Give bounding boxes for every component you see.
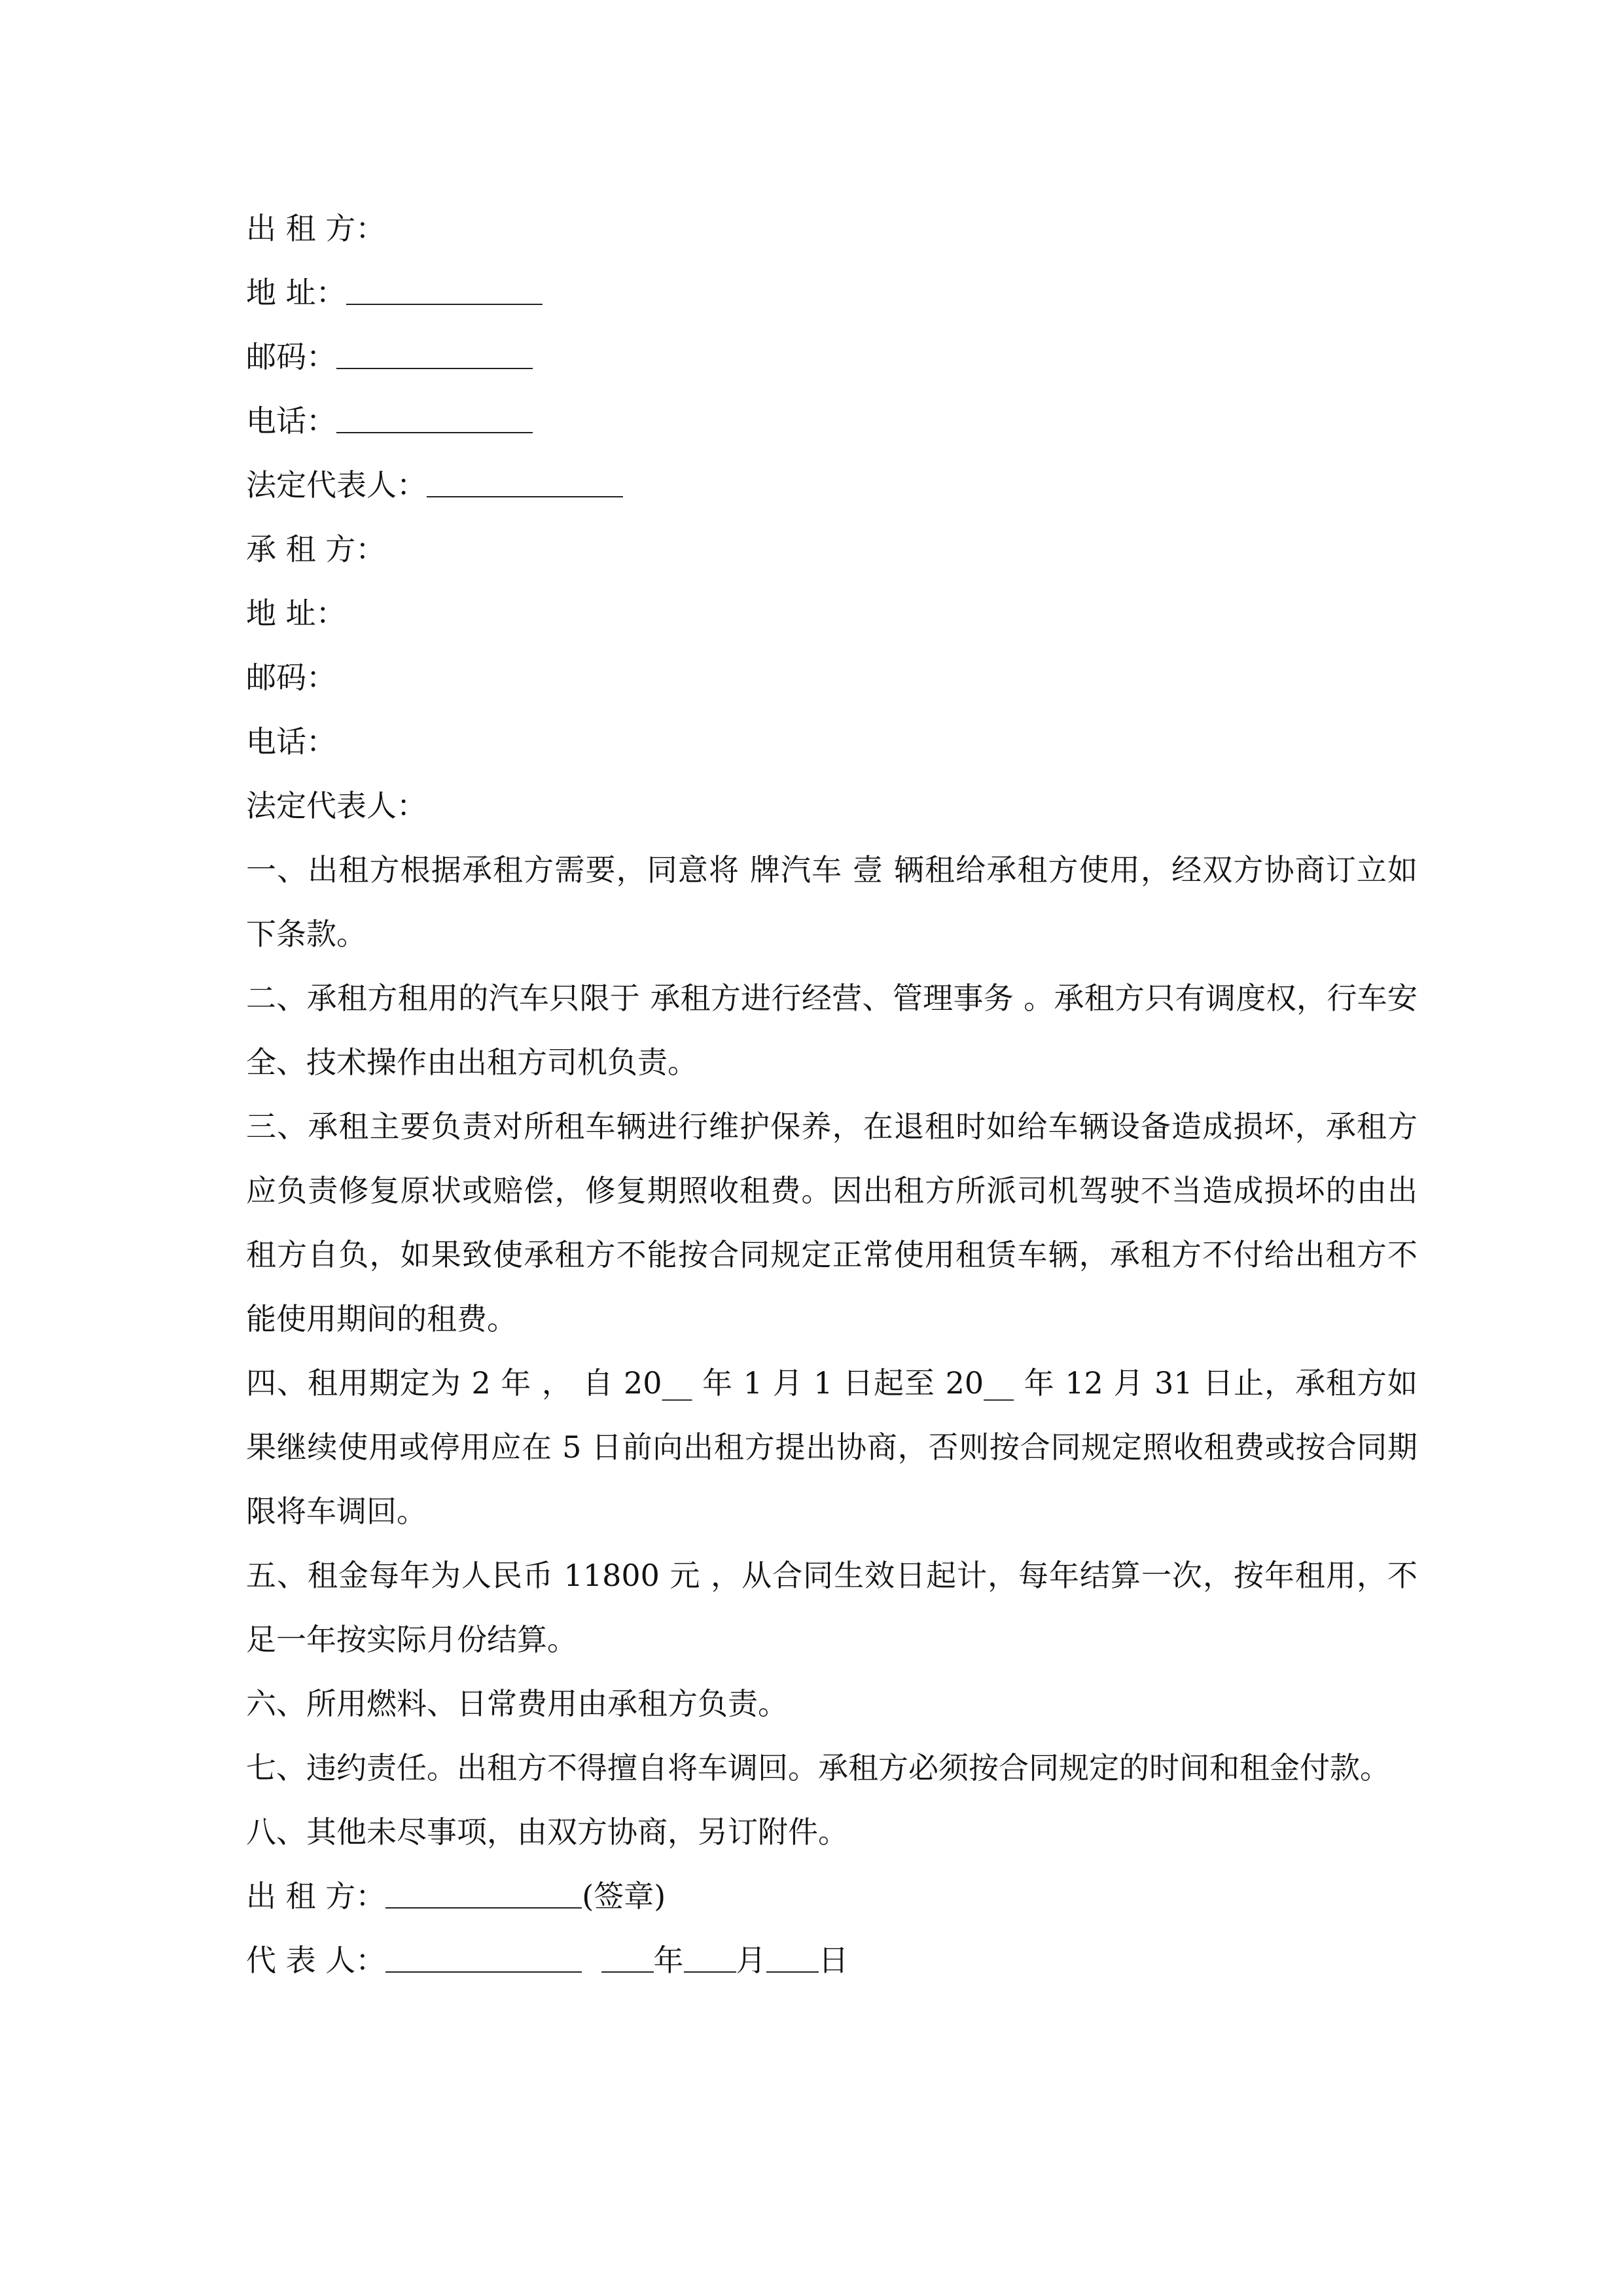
lessor-legal-rep-blank[interactable] bbox=[427, 458, 623, 497]
clause-8: 八、其他未尽事项，由双方协商，另订附件。 bbox=[246, 1814, 848, 1850]
signature-lessor-line bbox=[246, 1864, 1418, 1928]
lessee-phone-line bbox=[246, 709, 1418, 774]
signature-rep-blank[interactable] bbox=[385, 1933, 582, 1973]
signature-lessor-label: 出 租 方： bbox=[246, 1878, 386, 1914]
clause-3: 三、承租主要负责对所租车辆进行维护保养，在退租时如给车辆设备造成损坏，承租方应负责修复原状或赔偿，修复期照收租费。因出租方所派司机驾驶不当造成损坏的由出租方自负，如果致使承租方不能按合同规定正常使用租赁车辆，承租方不付给出租方不能使用期间的租费。 bbox=[246, 1109, 1418, 1336]
signature-rep-line bbox=[246, 1928, 1418, 1992]
clause-1: 一、出租方根据承租方需要，同意将 牌汽车 壹 辆租给承租方使用，经双方协商订立如下条款。 bbox=[246, 852, 1418, 952]
lessor-address-label: 地 址： bbox=[246, 275, 346, 310]
lessor-phone-line bbox=[246, 389, 1418, 453]
lessor-address-line bbox=[246, 260, 1418, 325]
lessor-phone-blank[interactable] bbox=[336, 394, 533, 433]
date-month-label: 月 bbox=[736, 1943, 766, 1978]
lessor-postcode-label: 邮码： bbox=[246, 339, 336, 374]
date-year-label: 年 bbox=[653, 1943, 684, 1978]
lessee-title: 承 租 方： bbox=[246, 531, 386, 567]
clause-5: 五、租金每年为人民币 11800 元 ，从合同生效日起计，每年结算一次，按年租用，不足一年按实际月份结算。 bbox=[246, 1558, 1418, 1657]
lessee-postcode-line bbox=[246, 645, 1418, 709]
date-month-blank[interactable] bbox=[684, 1933, 736, 1973]
lessor-section bbox=[246, 196, 1418, 260]
lessor-address-blank[interactable] bbox=[346, 266, 543, 305]
lessee-legal-rep-label: 法定代表人： bbox=[246, 788, 427, 823]
lessor-title: 出 租 方： bbox=[246, 211, 386, 246]
lessor-phone-label: 电话： bbox=[246, 403, 336, 439]
lessee-postcode-label: 邮码： bbox=[246, 660, 336, 695]
date-year-blank[interactable] bbox=[601, 1933, 654, 1973]
clause-4: 四、租用期定为 2 年 ， 自 20__ 年 1 月 1 日起至 20__ 年 12 月 31 日止，承租方如果继续使用或停用应在 5 日前向出租方提出协商，否则按合同规定照收租费或按合同期限将车调回。 bbox=[246, 1365, 1418, 1529]
lessee-section bbox=[246, 517, 1418, 581]
contract-page bbox=[246, 196, 1418, 1992]
seal-label: (签章) bbox=[582, 1878, 666, 1914]
lessor-legal-rep-line bbox=[246, 453, 1418, 517]
date-day-blank[interactable] bbox=[766, 1933, 819, 1973]
lessee-phone-label: 电话： bbox=[246, 724, 336, 759]
clause-6: 六、所用燃料、日常费用由承租方负责。 bbox=[246, 1686, 788, 1721]
clause-7: 七、违约责任。出租方不得擅自将车调回。承租方必须按合同规定的时间和租金付款。 bbox=[246, 1750, 1390, 1785]
lessee-legal-rep-line bbox=[246, 774, 1418, 838]
lessee-address-label: 地 址： bbox=[246, 596, 346, 631]
signature-lessor-blank[interactable] bbox=[385, 1869, 582, 1909]
lessor-legal-rep-label: 法定代表人： bbox=[246, 467, 427, 503]
clause-2: 二、承租方租用的汽车只限于 承租方进行经营、管理事务 。承租方只有调度权，行车安全、技术操作由出租方司机负责。 bbox=[246, 980, 1418, 1080]
lessor-postcode-blank[interactable] bbox=[336, 330, 533, 369]
signature-rep-label: 代 表 人： bbox=[246, 1943, 386, 1978]
lessee-address-line bbox=[246, 581, 1418, 645]
lessor-postcode-line bbox=[246, 325, 1418, 389]
date-day-label: 日 bbox=[818, 1943, 849, 1978]
